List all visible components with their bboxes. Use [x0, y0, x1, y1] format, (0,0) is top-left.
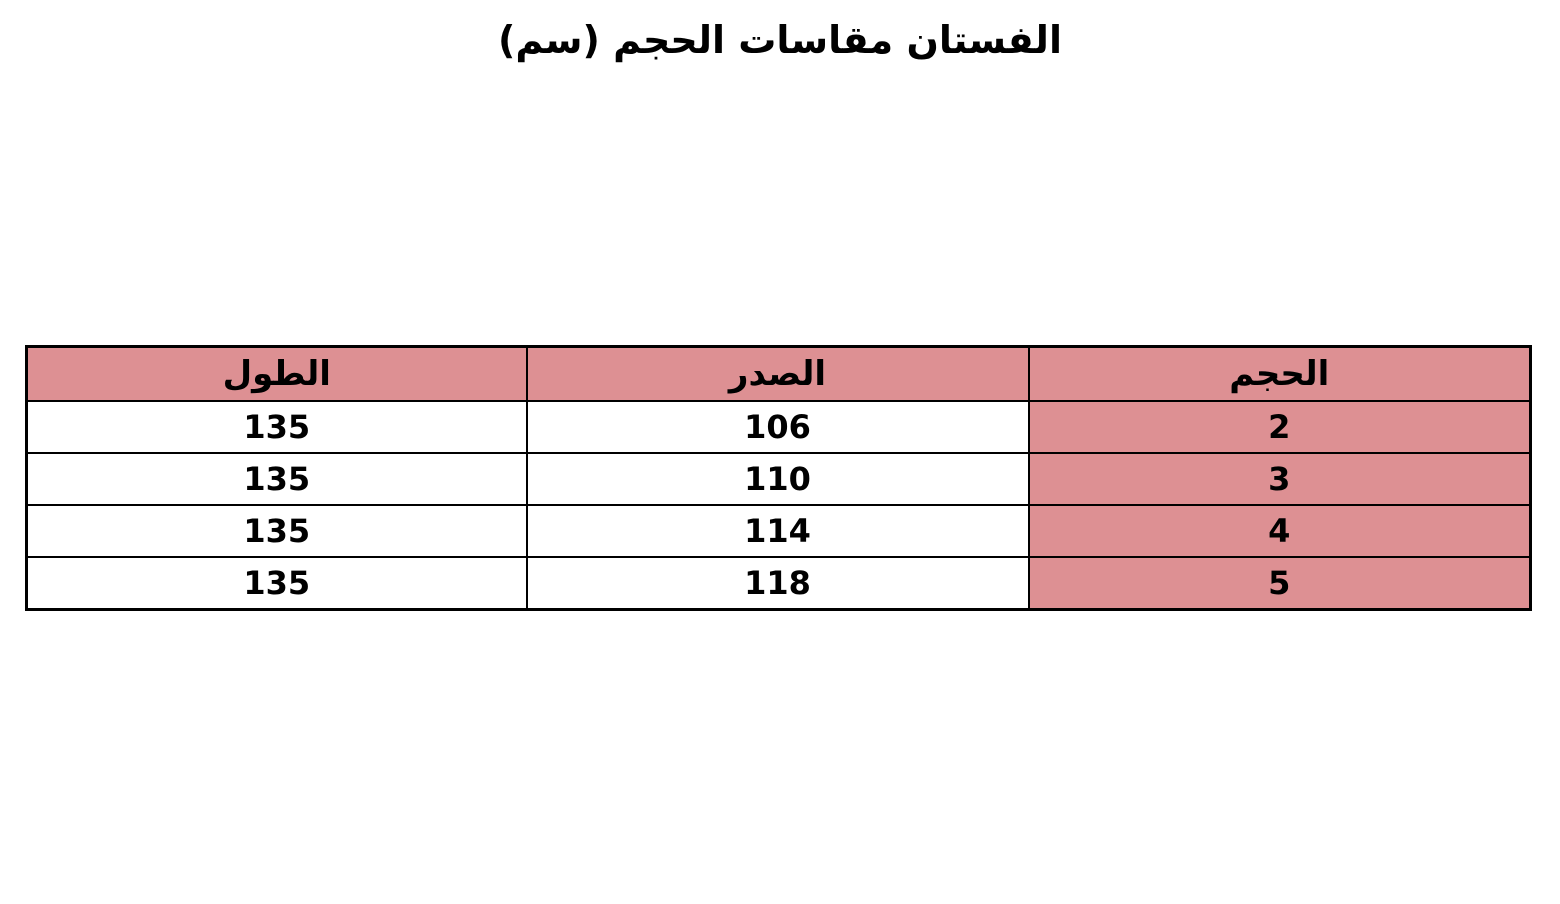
- cell-length: 135: [27, 453, 527, 505]
- cell-size: 2: [1029, 401, 1531, 453]
- cell-chest: 118: [527, 557, 1029, 610]
- column-header-size: الحجم: [1029, 347, 1531, 402]
- size-chart-container: [28, 345, 1532, 611]
- cell-size: 3: [1029, 453, 1531, 505]
- table-row: [27, 453, 1531, 505]
- table-header-row: [27, 347, 1531, 402]
- cell-length: 135: [27, 401, 527, 453]
- cell-length: 135: [27, 505, 527, 557]
- table-row: [27, 557, 1531, 610]
- cell-chest: 110: [527, 453, 1029, 505]
- cell-chest: 106: [527, 401, 1029, 453]
- page-title: الفستان مقاسات الحجم (سم): [498, 18, 1062, 62]
- cell-size: 5: [1029, 557, 1531, 610]
- column-header-chest: الصدر: [527, 347, 1029, 402]
- cell-length: 135: [27, 557, 527, 610]
- cell-size: 4: [1029, 505, 1531, 557]
- table-row: [27, 401, 1531, 453]
- table-body: [27, 401, 1531, 610]
- column-header-length: الطول: [27, 347, 527, 402]
- table-header: [27, 347, 1531, 402]
- table-row: [27, 505, 1531, 557]
- size-chart-table: [25, 345, 1532, 611]
- cell-chest: 114: [527, 505, 1029, 557]
